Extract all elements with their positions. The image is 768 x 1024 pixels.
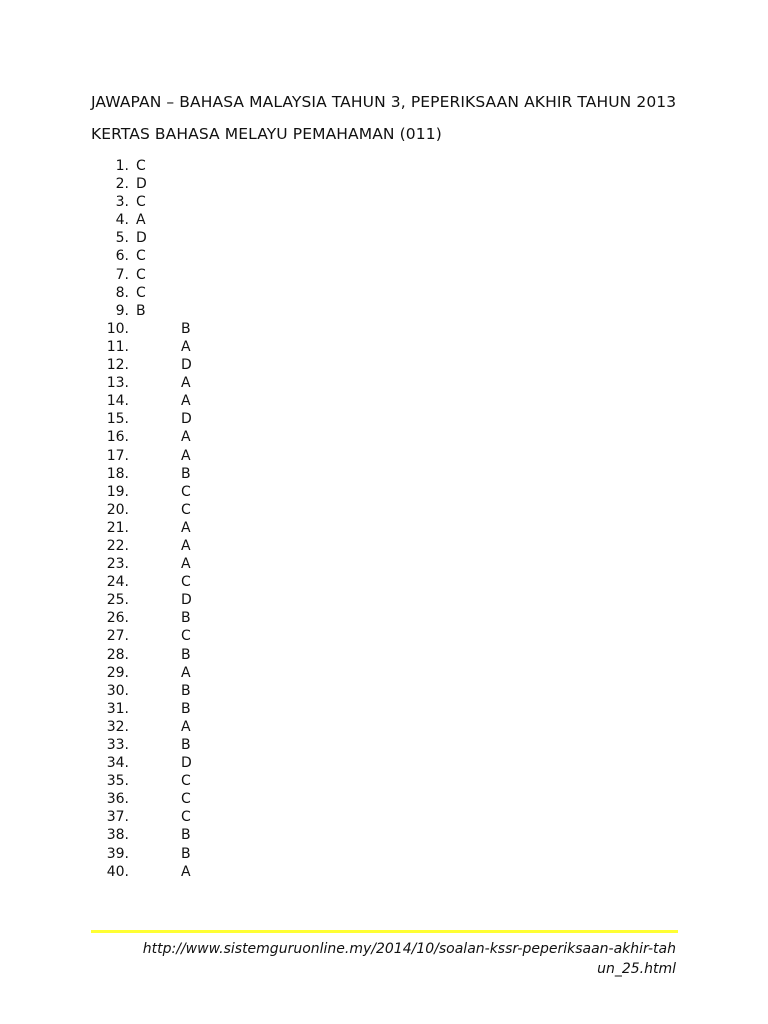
answer-letter: A bbox=[181, 537, 191, 554]
answer-row bbox=[91, 338, 681, 356]
answer-letter: D bbox=[136, 176, 147, 193]
answer-row bbox=[91, 537, 681, 555]
answer-number: 5. bbox=[115, 230, 129, 247]
answer-number: 37. bbox=[106, 809, 129, 826]
answer-number: 40. bbox=[106, 863, 129, 880]
answer-letter: C bbox=[181, 791, 191, 808]
answer-letter: A bbox=[181, 664, 191, 681]
answer-letter: C bbox=[136, 266, 146, 283]
answer-letter: A bbox=[181, 429, 191, 446]
answer-number: 9. bbox=[115, 302, 129, 319]
answer-letter: A bbox=[136, 212, 146, 229]
answer-row bbox=[91, 754, 681, 772]
answer-letter: D bbox=[181, 357, 192, 374]
answer-row bbox=[91, 320, 681, 338]
answer-letter: B bbox=[181, 646, 191, 663]
answer-number: 16. bbox=[106, 429, 129, 446]
answer-number: 22. bbox=[106, 537, 129, 554]
answer-row bbox=[91, 845, 681, 863]
answer-letter: C bbox=[181, 483, 191, 500]
answer-letter: D bbox=[181, 411, 192, 428]
footer-divider bbox=[91, 930, 678, 933]
answer-number: 18. bbox=[106, 465, 129, 482]
answer-list bbox=[91, 157, 681, 881]
answer-number: 32. bbox=[106, 718, 129, 735]
answer-letter: A bbox=[181, 393, 191, 410]
answer-number: 20. bbox=[106, 501, 129, 518]
answer-row bbox=[91, 483, 681, 501]
answer-row bbox=[91, 700, 681, 718]
answer-number: 24. bbox=[106, 574, 129, 591]
answer-letter: C bbox=[136, 284, 146, 301]
answer-number: 7. bbox=[115, 266, 129, 283]
answer-letter: B bbox=[181, 682, 191, 699]
answer-number: 12. bbox=[106, 357, 129, 374]
answer-row bbox=[91, 501, 681, 519]
answer-row bbox=[91, 465, 681, 483]
answer-row bbox=[91, 736, 681, 754]
answer-letter: C bbox=[181, 574, 191, 591]
answer-letter: C bbox=[181, 628, 191, 645]
answer-letter: D bbox=[136, 230, 147, 247]
answer-letter: D bbox=[181, 755, 192, 772]
answer-letter: C bbox=[181, 501, 191, 518]
answer-letter: A bbox=[181, 863, 191, 880]
answer-letter: A bbox=[181, 338, 191, 355]
answer-row bbox=[91, 808, 681, 826]
answer-letter: B bbox=[181, 827, 191, 844]
answer-row bbox=[91, 302, 681, 320]
answer-row bbox=[91, 157, 681, 175]
answer-row bbox=[91, 193, 681, 211]
answer-number: 11. bbox=[106, 338, 129, 355]
answer-number: 6. bbox=[115, 248, 129, 265]
answer-number: 13. bbox=[106, 375, 129, 392]
answer-row bbox=[91, 374, 681, 392]
answer-number: 19. bbox=[106, 483, 129, 500]
answer-letter: C bbox=[136, 158, 146, 174]
answer-number: 17. bbox=[106, 447, 129, 464]
answer-number: 33. bbox=[106, 737, 129, 753]
answer-row bbox=[91, 229, 681, 247]
answer-number: 21. bbox=[106, 519, 129, 536]
answer-letter: C bbox=[136, 248, 146, 265]
answer-row bbox=[91, 211, 681, 229]
answer-row bbox=[91, 410, 681, 428]
answer-row bbox=[91, 718, 681, 736]
answer-number: 27. bbox=[106, 628, 129, 645]
answer-letter: D bbox=[181, 592, 192, 609]
answer-number: 38. bbox=[106, 827, 129, 844]
source-link[interactable]: http://www.sistemguruonline.my/2014/10/soalan-kssr-peperiksaan-akhir-tahun_25.html bbox=[142, 941, 676, 977]
answer-row bbox=[91, 772, 681, 790]
answer-number: 4. bbox=[115, 212, 129, 229]
answer-letter: B bbox=[181, 320, 191, 337]
answer-number: 10. bbox=[106, 320, 129, 337]
document-page bbox=[91, 92, 681, 881]
answer-letter: B bbox=[181, 737, 191, 753]
answer-number: 2. bbox=[115, 176, 129, 193]
answer-letter: A bbox=[181, 718, 191, 735]
answer-number: 15. bbox=[106, 411, 129, 428]
answer-number: 3. bbox=[115, 194, 129, 211]
answer-number: 26. bbox=[106, 610, 129, 627]
answer-row bbox=[91, 664, 681, 682]
answer-row bbox=[91, 609, 681, 627]
answer-number: 30. bbox=[106, 682, 129, 699]
answer-letter: A bbox=[181, 447, 191, 464]
answer-number: 31. bbox=[106, 700, 129, 717]
answer-row bbox=[91, 392, 681, 410]
document-title: JAWAPAN – BAHASA MALAYSIA TAHUN 3, PEPERIKSAAN AKHIR TAHUN 2013 bbox=[91, 93, 677, 111]
answer-letter: C bbox=[181, 773, 191, 790]
answer-letter: B bbox=[181, 465, 191, 482]
answer-number: 14. bbox=[106, 393, 129, 410]
answer-row bbox=[91, 682, 681, 700]
answer-row bbox=[91, 790, 681, 808]
answer-number: 28. bbox=[106, 646, 129, 663]
answer-number: 25. bbox=[106, 592, 129, 609]
answer-number: 23. bbox=[106, 556, 129, 573]
answer-letter: B bbox=[136, 302, 146, 319]
answer-number: 29. bbox=[106, 664, 129, 681]
answer-row bbox=[91, 826, 681, 844]
answer-number: 36. bbox=[106, 791, 129, 808]
answer-letter: A bbox=[181, 519, 191, 536]
answer-row bbox=[91, 555, 681, 573]
answer-letter: A bbox=[181, 556, 191, 573]
answer-number: 1. bbox=[115, 158, 129, 174]
answer-row bbox=[91, 175, 681, 193]
answer-row bbox=[91, 863, 681, 881]
answer-row bbox=[91, 247, 681, 265]
answer-letter: C bbox=[136, 194, 146, 211]
answer-number: 34. bbox=[106, 755, 129, 772]
answer-letter: B bbox=[181, 610, 191, 627]
answer-row bbox=[91, 284, 681, 302]
answer-number: 35. bbox=[106, 773, 129, 790]
answer-row bbox=[91, 573, 681, 591]
answer-row bbox=[91, 646, 681, 664]
answer-row bbox=[91, 591, 681, 609]
answer-number: 39. bbox=[106, 845, 129, 862]
answer-row bbox=[91, 266, 681, 284]
answer-row bbox=[91, 428, 681, 446]
answer-letter: B bbox=[181, 845, 191, 862]
answer-number: 8. bbox=[115, 284, 129, 301]
answer-row bbox=[91, 356, 681, 374]
answer-letter: B bbox=[181, 700, 191, 717]
answer-row bbox=[91, 627, 681, 645]
answer-letter: A bbox=[181, 375, 191, 392]
answer-row bbox=[91, 447, 681, 465]
paper-subtitle: KERTAS BAHASA MELAYU PEMAHAMAN (011) bbox=[91, 125, 442, 143]
answer-letter: C bbox=[181, 809, 191, 826]
answer-row bbox=[91, 519, 681, 537]
